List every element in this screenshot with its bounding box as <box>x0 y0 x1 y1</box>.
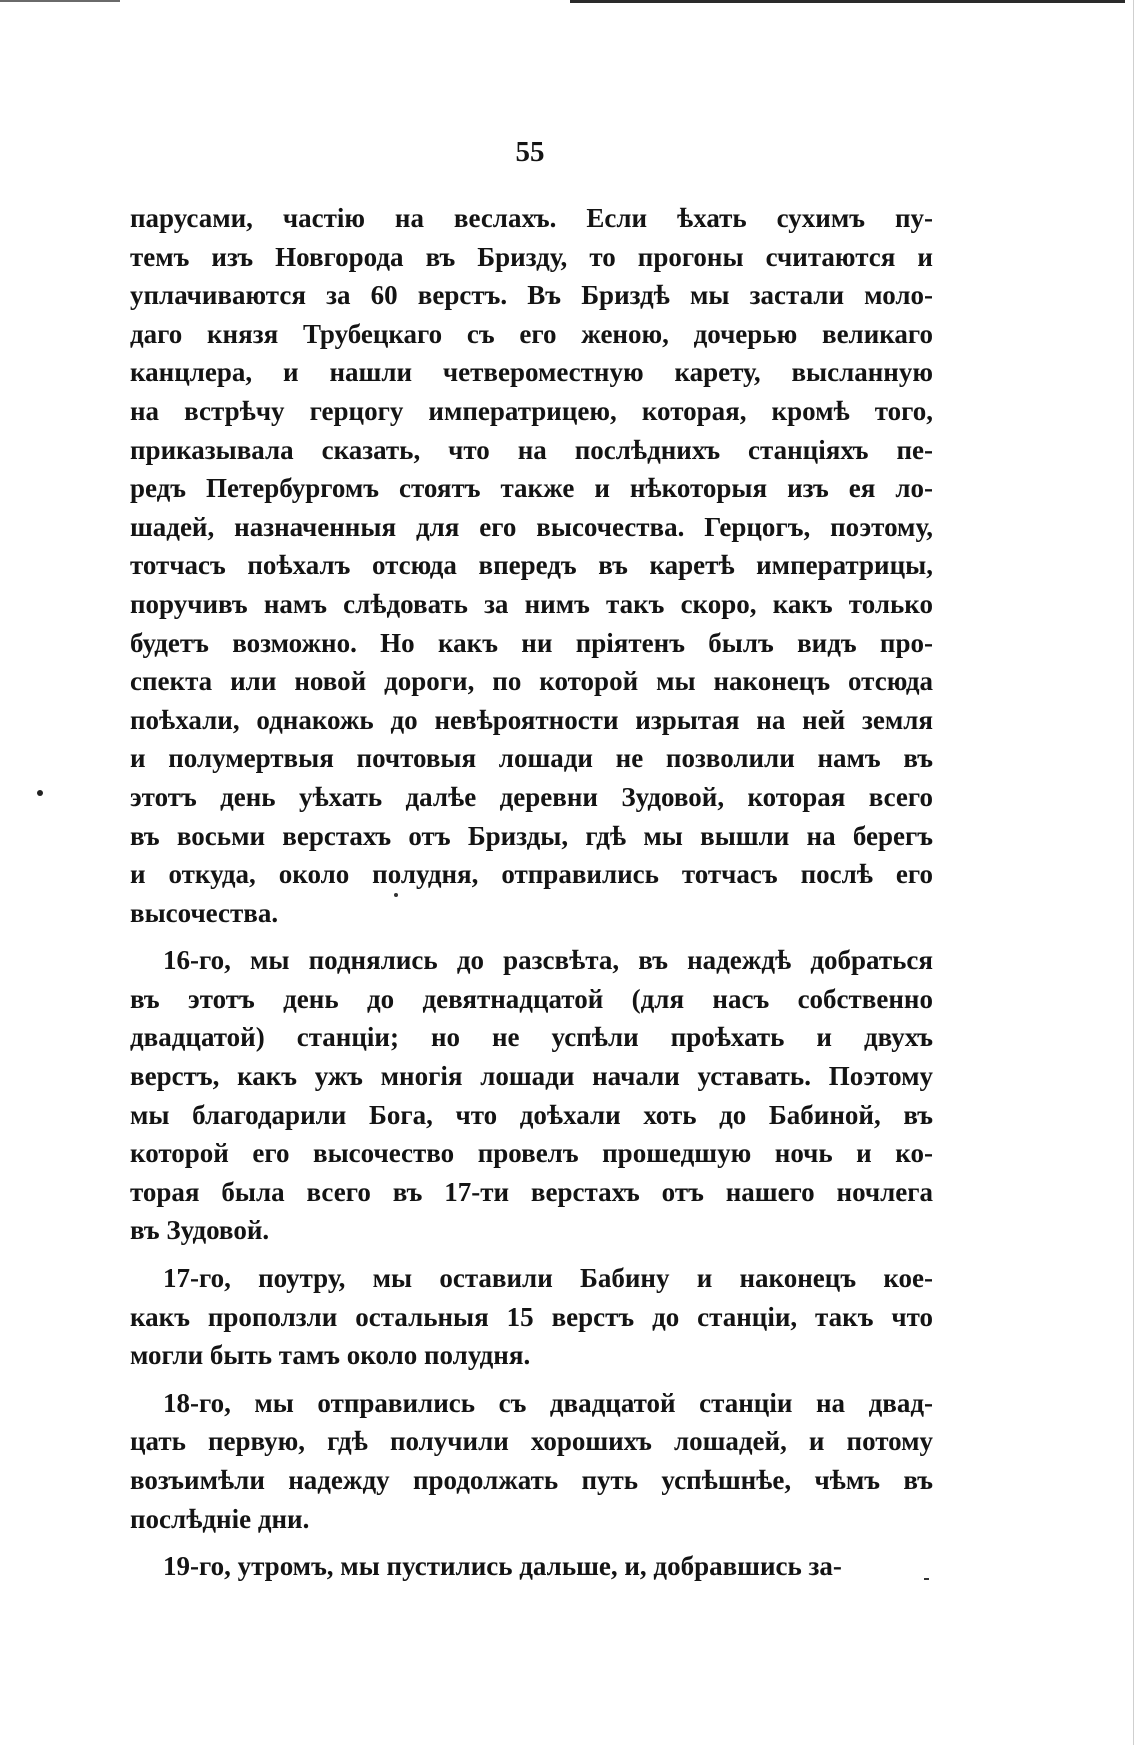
page-number: 55 <box>515 136 545 168</box>
text-line: тотчасъ поѣхалъ отсюда впередъ въ каретѣ императрицы, <box>130 550 933 581</box>
margin-ink-dot <box>37 790 43 796</box>
text-line: 16-го, мы поднялись до разсвѣта, въ надеждѣ добраться <box>163 945 933 976</box>
text-line: приказывала сказать, что на послѣднихъ станціяхъ пе- <box>130 434 933 465</box>
text-line: цать первую, гдѣ получили хорошихъ лошадей, и потому <box>130 1426 933 1457</box>
text-line: мы благодарили Бога, что доѣхали хоть до Бабиной, въ <box>130 1099 933 1130</box>
body-text <box>130 199 933 1586</box>
paragraph <box>130 1384 933 1538</box>
paragraph <box>130 1259 933 1375</box>
text-line: поѣхали, однакожь до невѣроятности изрытая на ней земля <box>130 704 933 735</box>
text-line: будетъ возможно. Но какъ ни пріятенъ былъ видъ про- <box>130 627 933 658</box>
text-line: возъимѣли надежду продолжать путь успѣшнѣе, чѣмъ въ <box>130 1465 933 1495</box>
top-edge-mark-left <box>0 0 120 2</box>
top-edge-rule <box>570 0 1125 3</box>
text-line: могли быть тамъ около полудня. <box>130 1340 531 1371</box>
text-line: торая была всего въ 17-ти верстахъ отъ нашего ночлега <box>130 1176 933 1207</box>
text-line: въ восьми верстахъ отъ Бризды, гдѣ мы вышли на берегъ <box>130 820 933 851</box>
text-line: редъ Петербургомъ стоятъ также и нѣкоторыя изъ ея ло- <box>130 473 933 504</box>
text-line: шадей, назначенныя для его высочества. Герцогъ, поэтому, <box>130 511 933 542</box>
text-line: высочества. <box>130 897 279 928</box>
text-line: темъ изъ Новгорода въ Бризду, то прогоны считаются и <box>130 241 933 272</box>
text-line: уплачиваются за 60 верстъ. Въ Бриздѣ мы застали моло- <box>130 280 933 311</box>
text-line: въ этотъ день до девятнадцатой (для насъ собственно <box>130 983 933 1014</box>
text-line: и откуда, около полудня, отправились тотчасъ послѣ его <box>130 859 933 890</box>
text-line: и полумертвыя почтовыя лошади не позволили намъ въ <box>130 743 933 774</box>
text-line: послѣдніе дни. <box>130 1503 310 1534</box>
paragraph <box>130 1547 933 1586</box>
paragraph <box>130 941 933 1250</box>
text-line: парусами, частію на веслахъ. Если ѣхать сухимъ пу- <box>130 203 933 233</box>
text-line: этотъ день уѣхать далѣе деревни Зудовой, которая всего <box>130 781 933 812</box>
stray-ink-dot <box>394 893 398 897</box>
text-line: 18-го, мы отправились съ двадцатой станціи на двад- <box>163 1387 933 1418</box>
text-line: которой его высочество провелъ прошедшую ночь и ко- <box>130 1138 933 1169</box>
text-line: 17-го, поутру, мы оставили Бабину и наконецъ кое- <box>163 1263 933 1294</box>
text-line: на встрѣчу герцогу императрицею, которая, кромѣ того, <box>130 395 933 426</box>
text-line: какъ проползли остальныя 15 верстъ до станціи, такъ что <box>130 1301 933 1332</box>
text-line: спекта или новой дороги, по которой мы наконецъ отсюда <box>130 666 933 697</box>
paragraph-gap <box>130 932 933 941</box>
text-line: двадцатой) станціи; но не успѣли проѣхать и двухъ <box>130 1022 933 1053</box>
text-line: въ Зудовой. <box>130 1215 270 1246</box>
text-line: даго князя Трубецкаго съ его женою, дочерью великаго <box>130 318 933 349</box>
paragraph <box>130 199 933 932</box>
paragraph-gap <box>130 1375 933 1384</box>
paragraph-gap <box>130 1538 933 1547</box>
page-edge-line <box>1133 0 1134 1745</box>
paragraph-gap <box>130 1250 933 1259</box>
text-line: 19-го, утромъ, мы пустились дальше, и, добравшись за- <box>163 1551 842 1582</box>
text-line: поручивъ намъ слѣдовать за нимъ такъ скоро, какъ только <box>130 588 933 619</box>
text-line: канцлера, и нашли четвероместную карету, высланную <box>130 357 933 388</box>
text-line: верстъ, какъ ужъ многія лошади начали уставать. Поэтому <box>130 1061 933 1092</box>
stray-ink-dash <box>924 1578 929 1580</box>
